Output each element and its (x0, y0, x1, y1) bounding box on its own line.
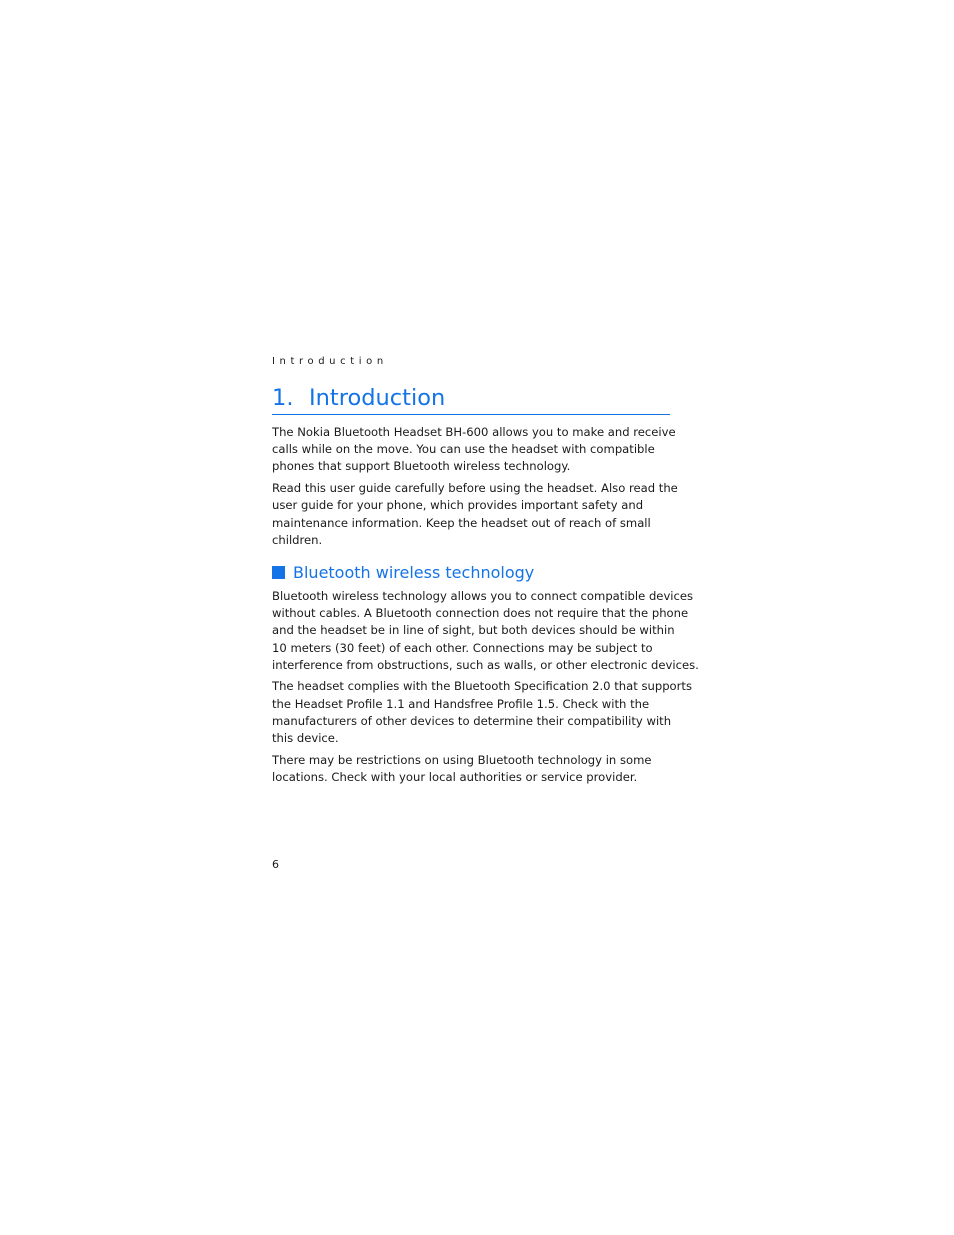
intro-paragraph-1 (272, 424, 676, 476)
paragraph-line: maintenance information. Keep the headset out of reach of small (272, 515, 651, 530)
section-heading (272, 562, 670, 584)
intro-paragraph-2 (272, 480, 678, 549)
paragraph-line: 10 meters (30 feet) of each other. Connections may be subject to (272, 640, 653, 655)
paragraph-line: The headset complies with the Bluetooth Specification 2.0 that supports (272, 679, 693, 694)
paragraph-line: Read this user guide carefully before using the headset. Also read the (272, 481, 678, 496)
section-paragraph-2 (272, 678, 693, 747)
paragraph-line: this device. (272, 731, 339, 746)
paragraph-line: locations. Check with your local authorities or service provider. (272, 769, 638, 784)
section-paragraph-3 (272, 752, 670, 786)
blue-square-icon (272, 566, 285, 579)
paragraph-line: the Headset Profile 1.1 and Handsfree Profile 1.5. Check with the (272, 696, 650, 711)
page-content (272, 354, 699, 786)
paragraph-line: calls while on the move. You can use the headset with compatible (272, 442, 655, 457)
paragraph-line: Bluetooth wireless technology allows you to connect compatible devices (272, 588, 694, 603)
paragraph-line: children. (272, 532, 323, 547)
section-paragraph-1 (272, 588, 699, 674)
chapter-title (272, 383, 670, 415)
paragraph-line: phones that support Bluetooth wireless technology. (272, 459, 571, 474)
paragraph-line: manufacturers of other devices to determine their compatibility with (272, 713, 672, 728)
paragraph-line: The Nokia Bluetooth Headset BH-600 allows you to make and receive (272, 425, 676, 439)
paragraph-line: and the headset be in line of sight, but both devices should be within (272, 623, 675, 638)
chapter-title-text: Introduction (309, 385, 446, 411)
section-heading-text: Bluetooth wireless technology (293, 562, 535, 582)
paragraph-line: interference from obstructions, such as walls, or other electronic devices. (272, 657, 699, 672)
chapter-number: 1. (272, 385, 294, 411)
page-number: 6 (272, 858, 279, 871)
paragraph-line: without cables. A Bluetooth connection does not require that the phone (272, 606, 689, 621)
paragraph-line: There may be restrictions on using Bluetooth technology in some (272, 752, 652, 767)
paragraph-line: user guide for your phone, which provides important safety and (272, 498, 644, 513)
running-header: Introduction (272, 356, 388, 367)
